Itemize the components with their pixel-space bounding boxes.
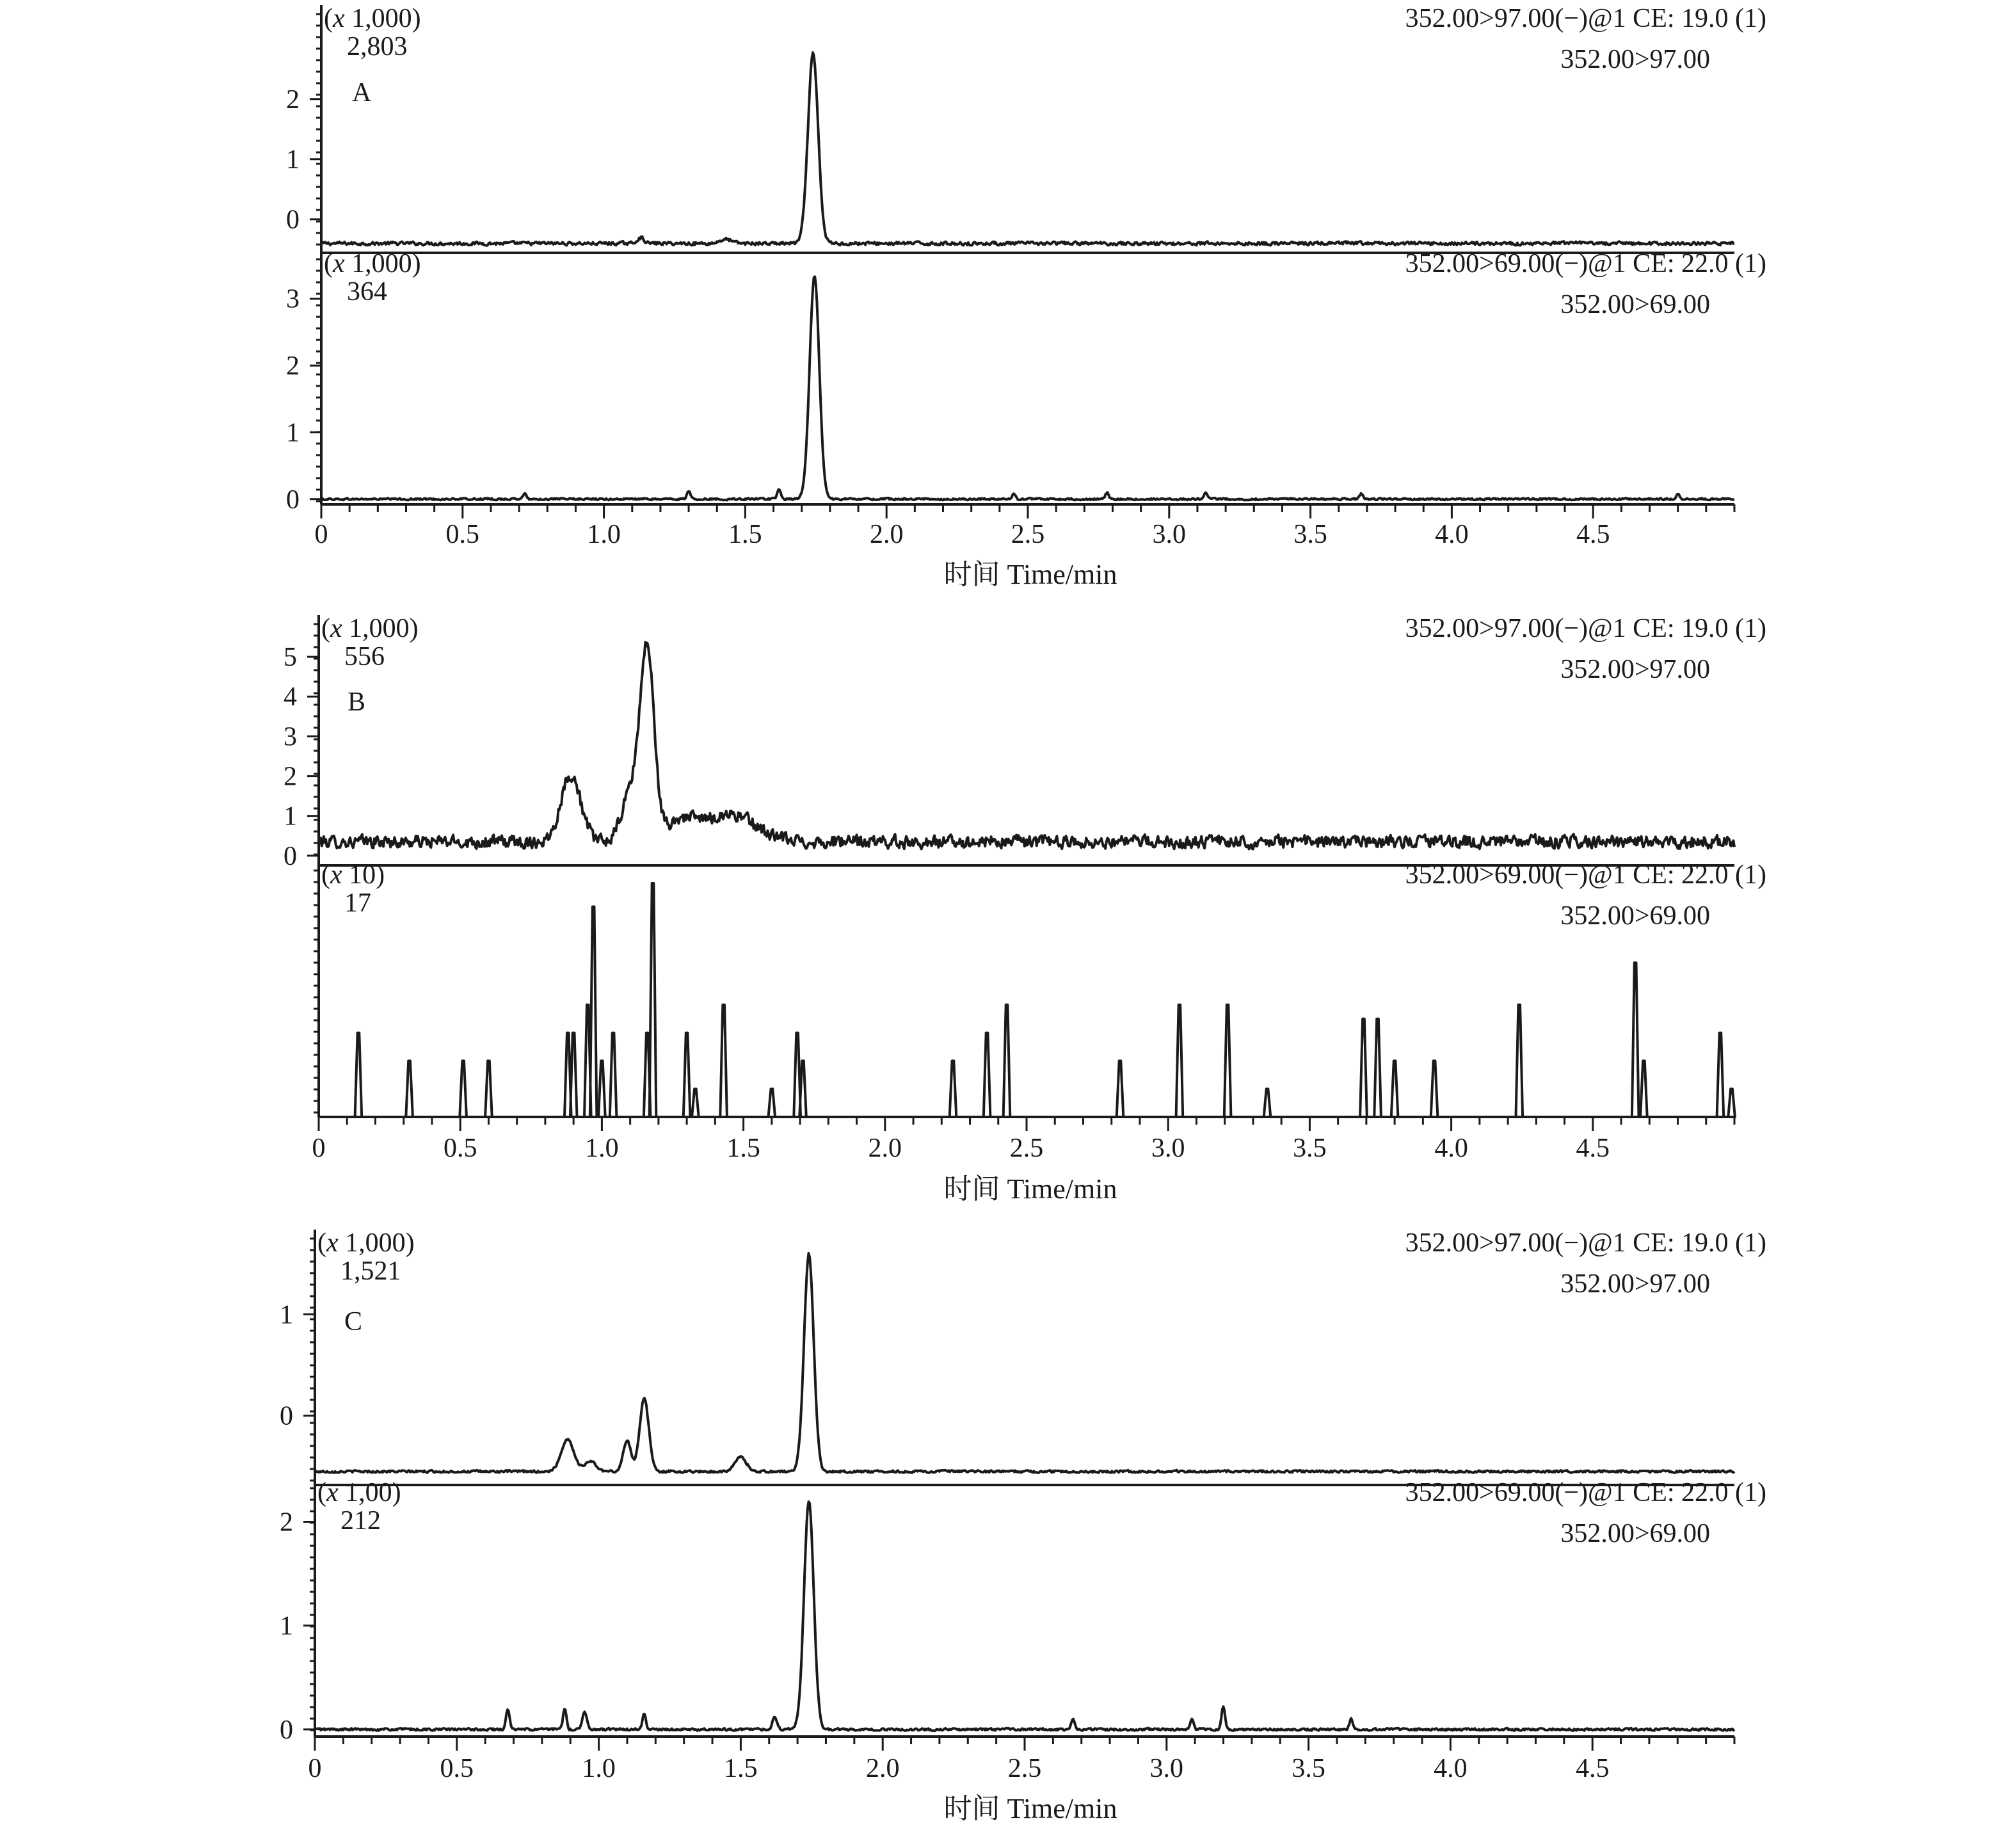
transition-label: 352.00>69.00(−)@1 CE: 22.0 (1)	[1405, 1478, 1766, 1507]
x-tick-label: 2.5	[1011, 520, 1045, 549]
y-tick-label: 3	[284, 722, 297, 752]
y-tick-label: 1	[280, 1300, 293, 1330]
y-tick-label: 0	[280, 1401, 293, 1431]
y-tick-label: 5	[284, 643, 297, 673]
x-tick-label: 0	[314, 520, 328, 549]
x-tick-label: 3.0	[1149, 1754, 1184, 1783]
x-tick-label: 0	[308, 1754, 322, 1783]
y-tick-label: 2	[286, 84, 300, 115]
x-tick-label: 1.5	[724, 1754, 758, 1783]
x-tick-label: 1.0	[585, 1134, 619, 1163]
panel-letter: B	[348, 687, 366, 717]
x-tick-label: 1.0	[587, 520, 621, 549]
y-tick-label: 1	[286, 418, 300, 448]
x-tick-label: 3.5	[1292, 1754, 1325, 1783]
series-name-label: 352.00>69.00	[1560, 901, 1710, 931]
y-tick-label: 4	[284, 682, 297, 712]
scale-label: (x 1,000)	[324, 4, 421, 33]
scale-label: (x 1,000)	[321, 614, 419, 643]
y-tick-label: 0	[284, 841, 297, 871]
x-tick-label: 3.5	[1293, 1134, 1327, 1163]
y-tick-label: 1	[284, 801, 297, 831]
count-label: 1,521	[340, 1256, 401, 1286]
count-label: 2,803	[347, 32, 408, 61]
x-tick-label: 1.5	[728, 520, 762, 549]
x-tick-label: 4.0	[1435, 520, 1469, 549]
scale-label: (x 1,000)	[324, 249, 421, 278]
x-tick-label: 1.0	[582, 1754, 616, 1783]
y-tick-label: 2	[286, 351, 300, 381]
count-label: 556	[344, 642, 385, 671]
x-tick-label: 0.5	[445, 520, 480, 549]
y-tick-label: 2	[280, 1507, 293, 1537]
x-tick-label: 4.0	[1434, 1134, 1468, 1163]
y-tick-label: 0	[286, 205, 300, 235]
x-tick-label: 4.5	[1576, 1134, 1610, 1163]
x-tick-label: 2.0	[869, 520, 904, 549]
series-name-label: 352.00>69.00	[1560, 1519, 1710, 1548]
count-label: 17	[344, 888, 371, 918]
transition-label: 352.00>97.00(−)@1 CE: 19.0 (1)	[1405, 1228, 1766, 1258]
y-tick-label: 3	[286, 284, 300, 314]
x-tick-label: 0	[312, 1134, 326, 1163]
panel-letter: C	[344, 1307, 363, 1336]
series-name-label: 352.00>69.00	[1560, 290, 1710, 319]
scale-label: (x 10)	[321, 860, 385, 890]
x-tick-label: 3.0	[1151, 1134, 1185, 1163]
x-tick-label: 1.5	[726, 1134, 760, 1163]
x-axis-label: 时间 Time/min	[943, 559, 1117, 590]
x-axis-label: 时间 Time/min	[943, 1173, 1117, 1205]
y-tick-label: 2	[284, 762, 297, 792]
scale-label: (x 1,00)	[317, 1478, 401, 1507]
y-tick-label: 1	[280, 1611, 293, 1641]
transition-label: 352.00>69.00(−)@1 CE: 22.0 (1)	[1405, 249, 1766, 278]
x-tick-label: 4.5	[1575, 1754, 1610, 1783]
y-tick-label: 0	[286, 485, 300, 515]
y-tick-label: 1	[286, 145, 300, 175]
transition-label: 352.00>97.00(−)@1 CE: 19.0 (1)	[1405, 614, 1766, 643]
count-label: 212	[340, 1506, 381, 1536]
x-tick-label: 2.0	[868, 1134, 902, 1163]
x-tick-label: 3.0	[1152, 520, 1187, 549]
count-label: 364	[347, 277, 387, 307]
x-tick-label: 2.0	[865, 1754, 900, 1783]
x-tick-label: 2.5	[1009, 1134, 1044, 1163]
x-tick-label: 4.5	[1576, 520, 1610, 549]
panel-letter: A	[352, 78, 372, 108]
x-tick-label: 2.5	[1007, 1754, 1042, 1783]
series-name-label: 352.00>97.00	[1560, 1269, 1710, 1299]
transition-label: 352.00>69.00(−)@1 CE: 22.0 (1)	[1405, 860, 1766, 890]
series-name-label: 352.00>97.00	[1560, 45, 1710, 74]
x-axis-label: 时间 Time/min	[943, 1793, 1117, 1824]
x-tick-label: 4.0	[1434, 1754, 1468, 1783]
series-name-label: 352.00>97.00	[1560, 655, 1710, 684]
x-tick-label: 3.5	[1293, 520, 1327, 549]
transition-label: 352.00>97.00(−)@1 CE: 19.0 (1)	[1405, 4, 1766, 33]
scale-label: (x 1,000)	[317, 1228, 415, 1258]
x-tick-label: 0.5	[443, 1134, 477, 1163]
y-tick-label: 0	[280, 1715, 293, 1745]
x-tick-label: 0.5	[440, 1754, 474, 1783]
